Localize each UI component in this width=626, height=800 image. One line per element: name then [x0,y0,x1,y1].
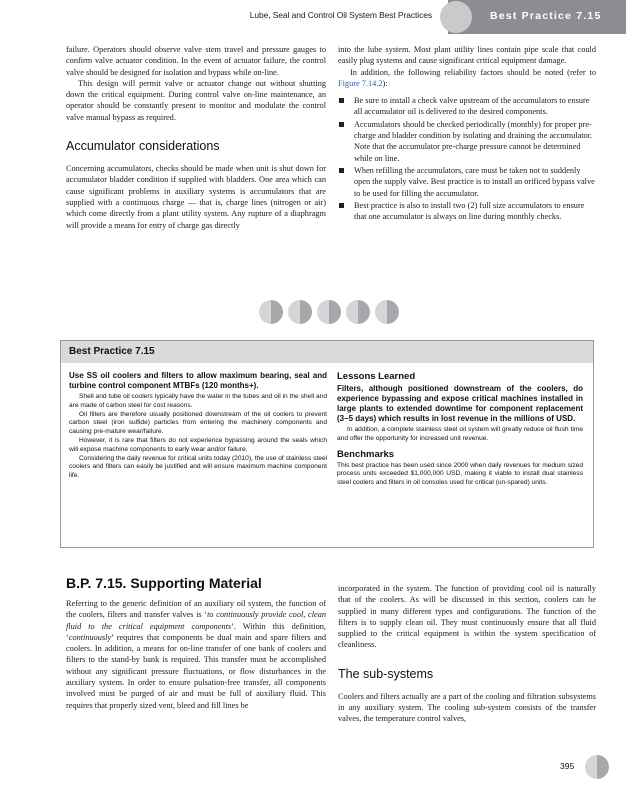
figure-link[interactable]: Figure 7.14.2 [338,78,383,88]
half-circle-icon [288,300,312,324]
text-run: In addition, the following reliability factors should be noted (refer to [350,67,596,77]
paragraph: This design will permit valve or actuator change out without shutting down the critical equipment. During control valve on-line maintenance, an operator should be constantly present to monitor and modulate the control valve manual bypass as required. [66,78,326,122]
best-practice-lead: Use SS oil coolers and filters to allow maximum bearing, seal and turbine control component MTBFs (120 months+). [69,371,327,390]
list-item [338,165,596,199]
paragraph: In addition, a complete stainless steel oil system will greatly reduce oil flush time and offer the opportunity for increased unit revenue. [337,426,583,442]
text-run: ’. Within this definition, ‘ [66,621,326,642]
text-run: Referring to the generic definition of an auxiliary oil system, the function of the coolers, filters and transfer valves is ‘ [66,599,326,620]
square-bullet-icon [339,203,344,208]
half-circle-icon [346,300,370,324]
section-tag-circle [440,1,472,33]
paragraph: Shell and tube oil coolers typically have the water in the tubes and oil in the shell and are made of carbon steel for cost reasons. [69,393,327,409]
paragraph: Concerning accumulators, checks should be made when unit is shut down for accumulator bladder condition if supplied with bladders. One area which can cause significant problems in auxiliary systems is accumulators that are supplied with a continuous charge — that is, charge lines (nitrogen or air) which come directly from a plant utility system. Any rupture of a diaphragm will provide a means for entry of charge gas directly [66,164,326,230]
sub-systems-heading: The sub-systems [338,666,434,681]
square-bullet-icon [339,98,344,103]
top-left-column [66,44,326,231]
lessons-learned-heading: Lessons Learned [337,371,416,382]
running-title: Lube, Seal and Control Oil System Best Practices [249,10,432,20]
paragraph [338,67,596,90]
reliability-list [338,95,596,222]
square-bullet-icon [339,122,344,127]
list-item [338,95,596,118]
bottom-right-column [338,583,596,725]
top-right-column [338,44,596,223]
paragraph: into the lube system. Most plant utility lines contain pipe scale that could easily plug systems and cause significant critical equipment damage. [338,45,596,66]
paragraph: failure. Operators should observe valve stem travel and pressure gauges to confirm valve actuator condition. In the event of actuator failure, the control valve should be designed for isolation and bypass while on-line. [66,45,326,77]
supporting-material-heading: B.P. 7.15. Supporting Material [66,575,262,591]
emphasis: continuously [68,632,112,642]
best-practice-left [69,371,327,481]
emphasis: to continuously provide cool, clean fluid to the critical equipment components [66,610,327,631]
lessons-learned-lead: Filters, although positioned downstream of the coolers, do experience bypassing and expose critical machines installed in large plants to extended downtime for component replacement (3–5 days) which results in lost revenue in the millions of USD. [337,384,583,423]
text-run: ’ requires that components be dual main and spare filters and coolers. In addition, a means for on-line transfer of one bank of coolers and filters to the stand-by bank is required. This transfer must be accomplished without any significant pressure fluctuations, or flow disturbances in the auxiliary system. In order to ensure pulsation-free transfer, all components involved must be purged of air and must be full of auxiliary fluid. This requires that properly sized vent, bleed and fill lines be [66,632,326,710]
benchmarks-heading: Benchmarks [337,448,395,460]
text-run: ): [382,78,388,88]
bottom-left-column [66,568,326,711]
paragraph: Oil filters are therefore usually positioned downstream of the oil coolers to prevent carbon steel (iron sulfide) particles from entering the machinery components and causing pre-mature wear/failure. [69,410,327,436]
list-item-text: When refilling the accumulators, care must be taken not to suddenly open the supply valve. Best practice is to install an orificed bypass valve to be used for filling the accumulator. [354,165,595,198]
page-number: 395 [560,761,575,771]
list-item [338,119,596,164]
paragraph: However, it is rare that filters do not experience bypassing around the seals which will expose machine components to early wear and/or failure. [69,436,327,453]
paragraph: Coolers and filters actually are a part of the cooling and filtration subsystems in any auxiliary system. The cooling sub-system consists of the transfer valves, the temperature control valves, [338,691,596,724]
paragraph [66,598,326,711]
list-item-text: Accumulators should be checked periodically (monthly) for proper pre-charge and bladder condition by isolating and draining the accumulator. Note that the accumulator pre-charge pressure cannot be determined while on line. [354,119,593,163]
list-item-text: Be sure to install a check valve upstream of the accumulators to ensure all accumulator oil is delivered to the desired components. [354,96,590,117]
best-practice-box [60,340,594,548]
best-practice-right [337,371,583,488]
half-circle-icon [375,300,399,324]
paragraph: This best practice has been used since 2000 when daily revenues for medium sized process units exceeded $1,000,000 USD, making it viable to install dual stainless steel coolers and filters in oil consoles used for critical (un-spared) units. [337,461,583,487]
section-tag: Best Practice 7.15 [490,10,602,22]
paragraph: Considering the daily revenue for critical units today (2010), the use of stainless steel coolers and filters can easily be justified and will ensure maximum machine component life. [69,454,327,480]
list-item-text: Best practice is also to install two (2) full size accumulators to ensure that one accumulator is always on line during monthly checks. [354,200,585,222]
best-practice-title: Best Practice 7.15 [69,346,155,357]
half-circle-icon [317,300,341,324]
paragraph: incorporated in the system. The function of providing cool oil is naturally that of the coolers. As will be discussed in this section, coolers can be supplied in many different types and configurations. The function of the filters is to supply clean oil. They must continuously ensure that all fluid supplied to the critical equipment is within the system specification of cleanliness. [338,584,596,650]
section-heading-accumulator: Accumulator considerations [66,139,220,154]
square-bullet-icon [339,168,344,173]
half-circle-icon [259,300,283,324]
page-number-circle [585,755,609,779]
list-item [338,200,596,223]
